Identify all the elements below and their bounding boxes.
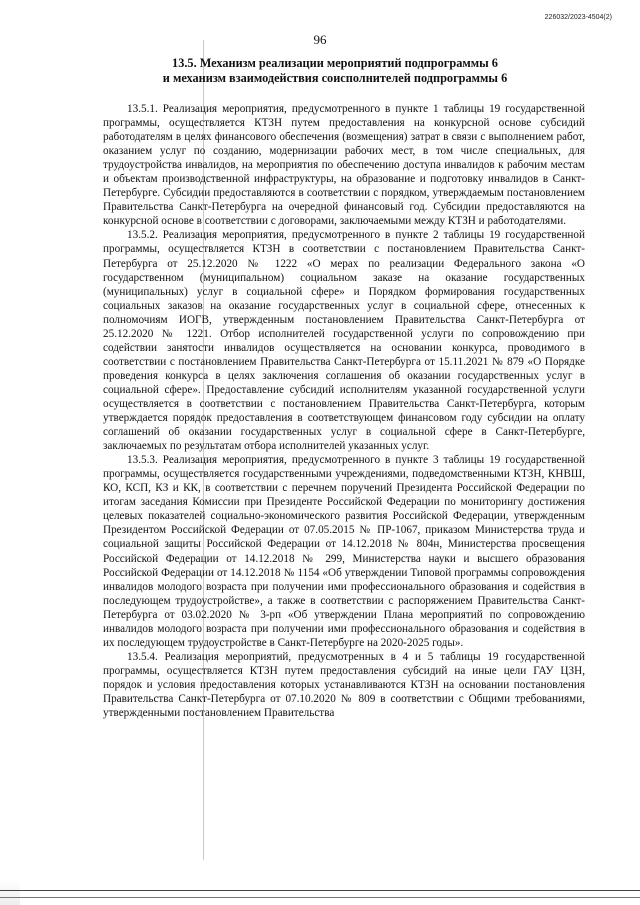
document-body — [103, 102, 585, 720]
scan-edge-shadow — [0, 880, 20, 905]
section-heading-line-2: и механизм взаимодействия соисполнителей подпрограммы 6 — [162, 71, 508, 85]
paragraph-13-5-4: 13.5.4. Реализация мероприятий, предусмотренных в 4 и 5 таблицы 19 государственной программы, осуществляется КТЗН путем предоставления субсидий на иные цели ГАУ ЦЗН, порядок и условия предоставления которых устанавливаются КТЗН на основании постановления Правительства Санкт-Петербурга от 07.10.2020 № 809 в соответствии с Общими требованиями, утвержденными постановлением Правительства — [103, 650, 585, 720]
page-number: 96 — [313, 32, 327, 47]
document-number: 226032/2023-4504(2) — [544, 14, 612, 21]
paragraph-13-5-2: 13.5.2. Реализация мероприятия, предусмотренного в пункте 2 таблицы 19 государственной программы, осуществляется КТЗН в соответствии с постановлением Правительства Санкт-Петербурга от 25.12.2020 № 1222 «О мерах по реализации Федерального закона «О государственном (муниципальном) социальном заказе на оказание государственных (муниципальных) услуг в социальной сфере» и Порядком формирования государственных социальных заказов на оказание государственных услуг в социальной сфере, отнесенных к полномочиям ИОГВ, утвержденным постановлением Правительства Санкт-Петербурга от 25.12.2020 № 1221. Отбор исполнителей государственной услуги по сопровождению при содействии занятости инвалидов осуществляется на основании конкурса, проводимого в соответствии с постановлением Правительства Санкт-Петербурга от 15.11.2021 № 879 «О Порядке проведения конкурса в целях заключения соглашения об оказании государственных услуг в социальной сфере». Предоставление субсидий исполнителям указанной государственной услуги осуществляется в соответствии с постановлением Правительства Санкт-Петербурга, которым утверждается порядок предоставления в соответствующем финансовом году субсидии на оплату соглашений об оказании государственных услуг в социальной сфере в Санкт-Петербурге, заключаемых по результатам отбора исполнителей указанных услуг. — [103, 229, 585, 453]
paragraph-13-5-1: 13.5.1. Реализация мероприятия, предусмотренного в пункте 1 таблицы 19 государственной программы, осуществляется КТЗН путем предоставления на конкурсной основе субсидий работодателям в целях финансового обеспечения (возмещения) затрат в связи с выполнением работ, оказанием услуг по созданию, модернизации рабочих мест, в том числе специальных, для трудоустройства инвалидов, на мероприятия по обеспечению доступа инвалидов к рабочим местам и объектам производственной инфраструктуры, на образование и подготовку инвалидов в Санкт-Петербурге. Субсидии предоставляются в соответствии с порядком, утверждаемым постановлением Правительства Санкт-Петербурга на очередной финансовый год. Субсидии предоставляются на конкурсной основе в соответствии с договорами, заключаемыми между КТЗН и работодателями. — [103, 103, 585, 228]
section-heading-line-1: 13.5. Механизм реализации мероприятий подпрограммы 6 — [172, 56, 498, 70]
section-heading — [80, 56, 590, 86]
scan-bottom-line — [0, 890, 640, 891]
scan-bottom-line-2 — [0, 897, 640, 898]
paragraph-13-5-3: 13.5.3. Реализация мероприятия, предусмотренного в пункте 3 таблицы 19 государственной программы, осуществляется государственными учреждениями, подведомственными КТЗН, КНВШ, КО, КСП, КЗ и КК, в соответствии с перечнем поручений Президента Российской Федерации по итогам заседания Комиссии при Президенте Российской Федерации по мониторингу достижения целевых показателей социально-экономического развития Российской Федерации, утвержденным Президентом Российской Федерации от 07.05.2015 № ПР-1067, приказом Министерства труда и социальной защиты Российской Федерации от 14.12.2018 № 804н, Министерства просвещения Российской Федерации от 14.12.2018 № 299, Министерства науки и высшего образования Российской Федерации от 14.12.2018 № 1154 «Об утверждении Типовой программы сопровождения инвалидов молодого возраста при получении ими профессионального образования и содействия в последующем трудоустройстве», а также в соответствии с распоряжением Правительства Санкт-Петербурга от 03.02.2020 № 3-рп «Об утверждении Плана мероприятий по сопровождению инвалидов молодого возраста при получении ими профессионального образования и содействия в их последующем трудоустройстве в Санкт-Петербурге на 2020-2025 годы». — [103, 454, 585, 649]
